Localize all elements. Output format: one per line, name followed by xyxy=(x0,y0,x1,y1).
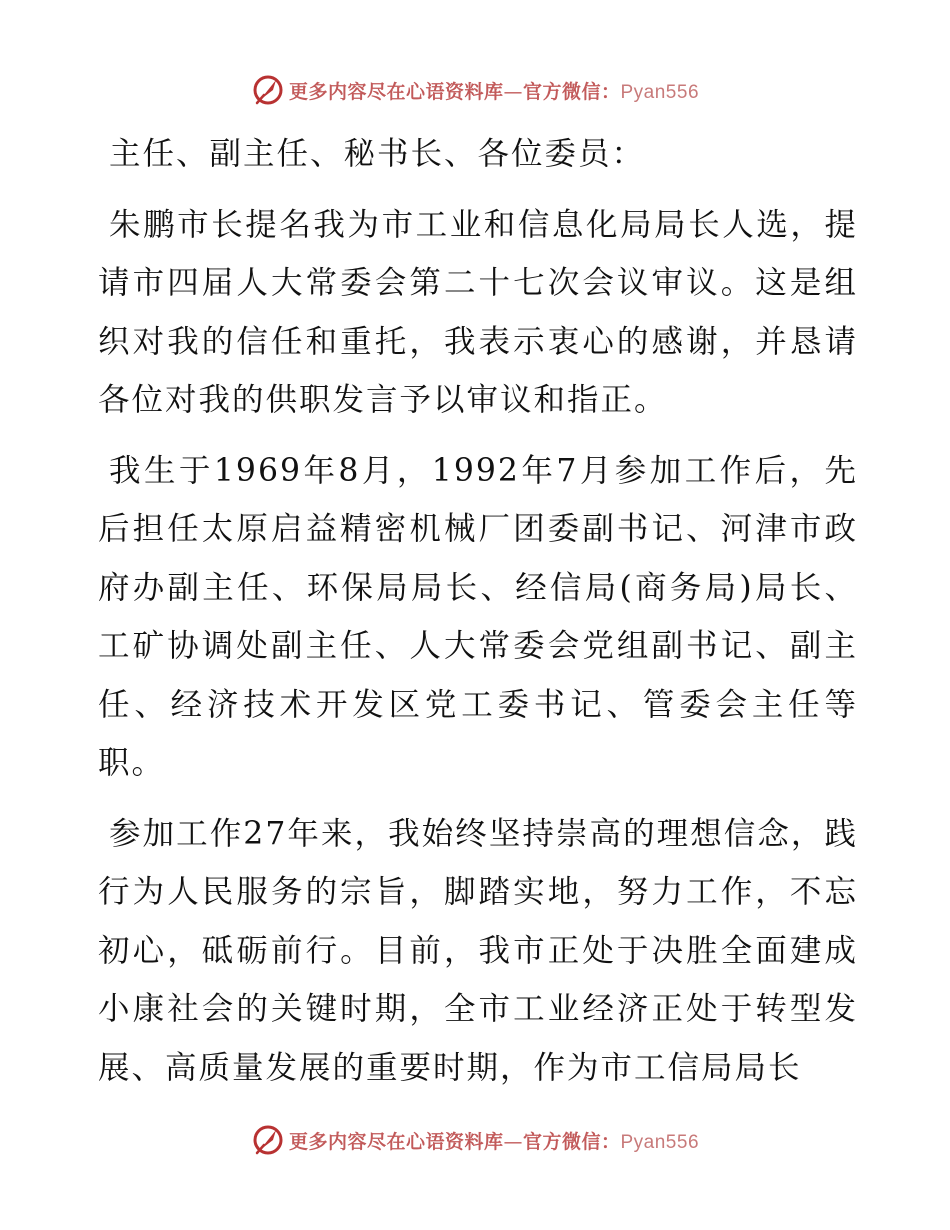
banner-wechat-id: Pyan556 xyxy=(620,1131,700,1153)
footer-banner xyxy=(0,1120,950,1160)
banner-wechat-label: 官方微信： xyxy=(522,1130,621,1153)
quill-logo-icon xyxy=(251,1123,285,1157)
paragraph-biography: 我生于1969年8月，1992年7月参加工作后，先后担任太原启益精密机械厂团委副书记、河津市政府办副主任、环保局局长、经信局(商务局)局长、工矿协调处副主任、人大常委会党组副书记、副主任、经济技术开发区党工委书记、管委会主任等职。 xyxy=(98,452,858,781)
banner-wechat-id: Pyan556 xyxy=(620,81,700,103)
banner-dash: — xyxy=(503,80,523,103)
banner-dash: — xyxy=(503,1130,523,1153)
banner-text xyxy=(289,77,699,104)
paragraph-nomination: 朱鹏市长提名我为市工业和信息化局局长人选，提请市四届人大常委会第二十七次会议审议。这是组织对我的信任和重托，我表示衷心的感谢，并恳请各位对我的供职发言予以审议和指正。 xyxy=(98,206,858,418)
paragraph-work-experience: 参加工作27年来，我始终坚持崇高的理想信念，践行为人民服务的宗旨，脚踏实地，努力工作，不忘初心，砥砺前行。目前，我市正处于决胜全面建成小康社会的关键时期，全市工业经济正处于转型发展、高质量发展的重要时期，作为市工信局局长 xyxy=(98,815,858,1086)
banner-wechat-label: 官方微信： xyxy=(522,80,621,103)
salutation: 主任、副主任、秘书长、各位委员： xyxy=(109,136,646,172)
header-banner xyxy=(0,70,950,110)
banner-main-text: 更多内容尽在心语资料库 xyxy=(288,80,504,103)
banner-text xyxy=(289,1127,699,1154)
quill-logo-icon xyxy=(251,73,285,107)
document-body xyxy=(98,125,858,1109)
banner-main-text: 更多内容尽在心语资料库 xyxy=(288,1130,504,1153)
